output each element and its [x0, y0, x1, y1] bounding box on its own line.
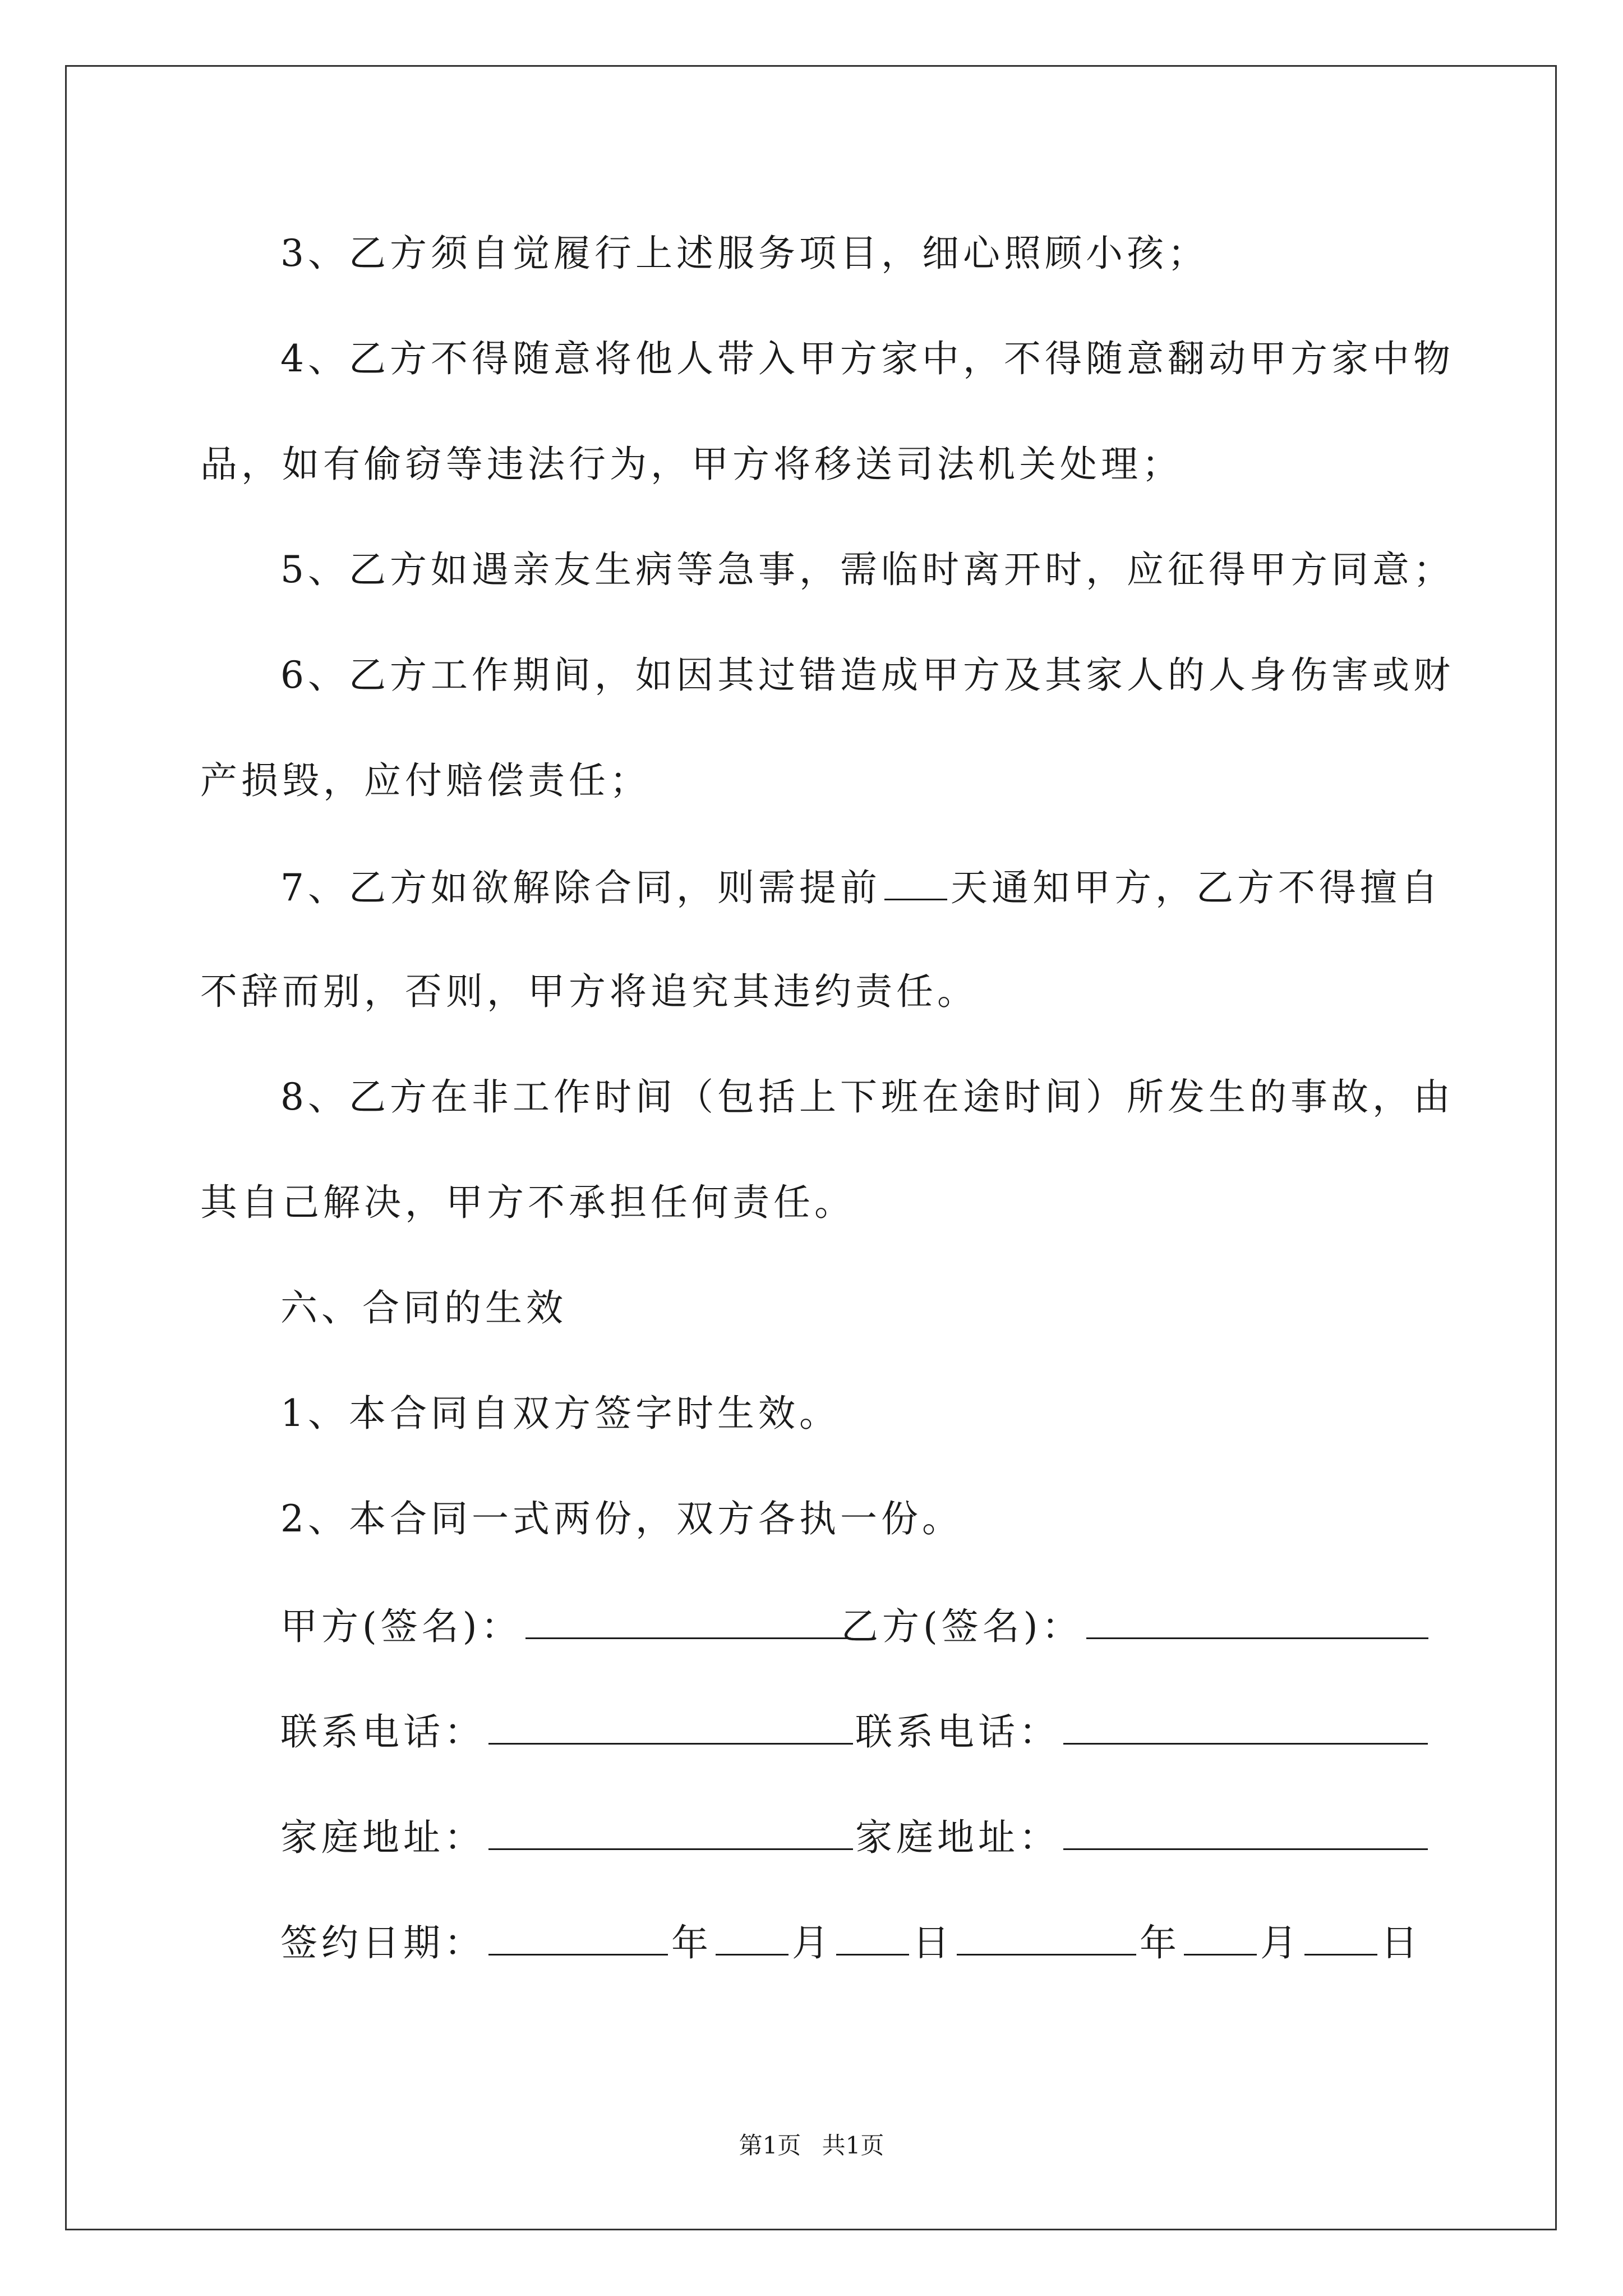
page-border [65, 65, 1557, 2230]
party-b-phone-blank[interactable] [1063, 1708, 1428, 1745]
party-a-address-row [280, 1814, 856, 1860]
clause-8-line-1: 8、乙方在非工作时间（包括上下班在途时间）所发生的事故，由 [280, 1075, 1454, 1119]
party-b-month-blank[interactable] [1184, 1919, 1257, 1955]
party-b-address-blank[interactable] [1063, 1814, 1428, 1850]
page-footer [0, 2132, 1623, 2160]
clause-7-line-1 [0, 864, 1623, 910]
section-6-heading: 六、合同的生效 [280, 1286, 567, 1329]
party-b-address-row [855, 1814, 1431, 1860]
party-b-sign-blank[interactable] [1086, 1603, 1428, 1639]
notice-days-blank[interactable] [884, 864, 947, 900]
section-6-item-1: 1、本合同自双方签字时生效。 [280, 1392, 840, 1435]
party-b-phone-row [855, 1708, 1431, 1755]
clause-6-line-1: 6、乙方工作期间，如因其过错造成甲方及其家人的人身伤害或财 [280, 654, 1454, 697]
clause-5: 5、乙方如遇亲友生病等急事，需临时离开时，应征得甲方同意； [280, 548, 1454, 591]
section-6-item-2: 2、本合同一式两份，双方各执一份。 [280, 1497, 963, 1540]
clause-4-line-2: 品，如有偷窃等违法行为，甲方将移送司法机关处理； [200, 443, 1183, 486]
party-a-year-label: 年 [671, 1921, 712, 1964]
page-number-total: 共1页 [822, 2132, 884, 2159]
party-a-address-blank[interactable] [488, 1814, 853, 1850]
party-a-month-blank[interactable] [716, 1919, 789, 1955]
party-a-signature-row [280, 1603, 854, 1649]
party-b-signature-row [841, 1603, 1432, 1649]
party-b-sign-label: 乙方(签名)： [841, 1605, 1083, 1648]
party-b-month-label: 月 [1260, 1921, 1301, 1964]
party-a-address-label: 家庭地址： [280, 1816, 485, 1859]
party-b-year-label: 年 [1140, 1921, 1181, 1964]
party-b-address-label: 家庭地址： [855, 1816, 1060, 1859]
party-a-day-blank[interactable] [836, 1919, 909, 1955]
party-a-phone-label: 联系电话： [280, 1710, 485, 1754]
clause-3: 3、乙方须自觉履行上述服务项目，细心照顾小孩； [280, 232, 1209, 275]
clause-4-line-1: 4、乙方不得随意将他人带入甲方家中，不得随意翻动甲方家中物 [280, 337, 1454, 380]
party-a-year-blank[interactable] [488, 1919, 668, 1955]
signing-date-label: 签约日期： [280, 1921, 485, 1964]
party-a-phone-row [280, 1708, 856, 1755]
party-a-month-label: 月 [792, 1921, 833, 1964]
signing-date-row [280, 1919, 1422, 1966]
clause-6-line-2: 产损毁，应付赔偿责任； [200, 759, 651, 802]
party-a-day-label: 日 [912, 1921, 953, 1964]
party-a-sign-blank[interactable] [525, 1603, 851, 1639]
party-b-phone-label: 联系电话： [855, 1710, 1060, 1754]
party-b-year-blank[interactable] [957, 1919, 1136, 1955]
clause-8-line-2: 其自己解决，甲方不承担任何责任。 [200, 1181, 855, 1224]
clause-7-text-post: 天通知甲方，乙方不得擅自 [951, 866, 1442, 909]
clause-7-line-2: 不辞而别，否则，甲方将追究其违约责任。 [200, 970, 978, 1013]
party-a-phone-blank[interactable] [488, 1708, 853, 1745]
page-number-current: 第1页 [739, 2132, 801, 2159]
party-b-day-blank[interactable] [1304, 1919, 1377, 1955]
party-a-sign-label: 甲方(签名)： [280, 1605, 522, 1648]
party-b-day-label: 日 [1381, 1921, 1422, 1964]
clause-7-text-pre: 7、乙方如欲解除合同，则需提前 [280, 866, 881, 909]
